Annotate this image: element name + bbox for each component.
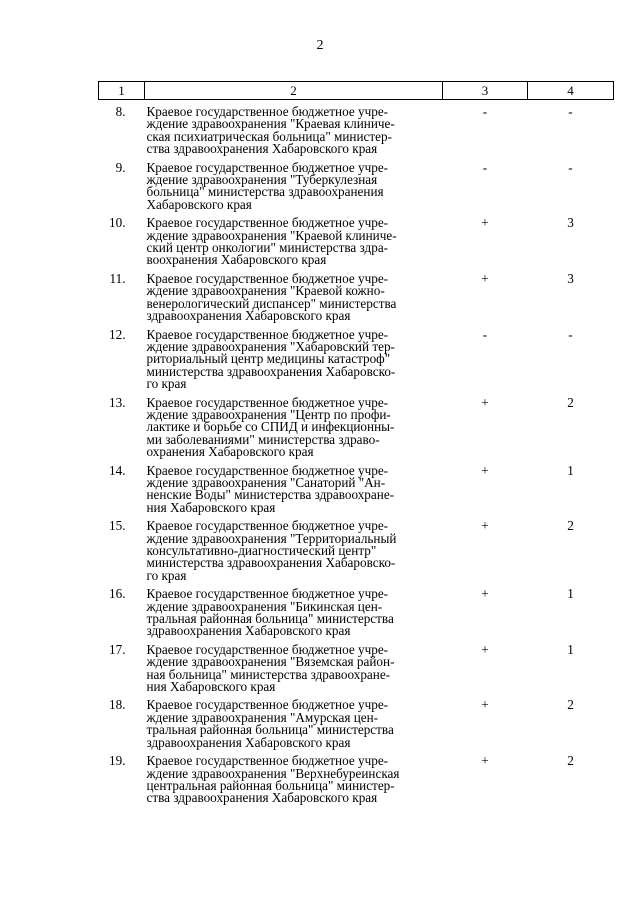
institution-name-line: ждение здравоохранения "Верхнебуреинская <box>146 765 400 781</box>
institution-name-line: ский центр онкологии" министерства здра- <box>146 240 389 256</box>
column-4-value: 1 <box>567 462 574 478</box>
column-4-value: 1 <box>567 641 574 657</box>
table-row <box>99 273 614 329</box>
table-header <box>99 82 614 100</box>
column-4-value: 1 <box>567 586 574 602</box>
table-row <box>99 755 614 811</box>
table-row <box>99 699 614 755</box>
institution-name-line: Краевое государственное бюджетное учре- <box>146 697 389 713</box>
row-number: 8. <box>115 104 126 119</box>
column-3-value: + <box>481 518 489 534</box>
institution-name-line: Краевое государственное бюджетное учре- <box>146 462 389 478</box>
institution-name-line: министерства здравоохранения Хабаровско- <box>146 363 396 379</box>
column-3-value: + <box>481 586 489 602</box>
institution-name-line: здравоохранения Хабаровского края <box>146 308 351 324</box>
column-4-value: 3 <box>567 215 574 231</box>
institution-name-line: ждение здравоохранения "Краевой кожно- <box>146 283 385 299</box>
institution-name-line: тральная районная больница" министерства <box>146 611 394 627</box>
institution-name-line: ждение здравоохранения "Туберкулезная <box>146 172 378 188</box>
row-number: 10. <box>109 215 126 231</box>
table-row <box>99 644 614 700</box>
institution-name-line: консультативно-диагностический центр" <box>146 543 377 558</box>
institution-name-line: Краевое государственное бюджетное учре- <box>146 753 389 769</box>
institution-name <box>145 326 443 397</box>
table-header-row <box>99 82 614 100</box>
table-row <box>99 465 614 521</box>
institution-name-line: ния Хабаровского края <box>146 679 276 695</box>
institution-name-line: здравоохранения Хабаровского края <box>146 734 351 750</box>
institution-name-line: ждение здравоохранения "Бикинская цен- <box>146 598 383 614</box>
institution-name-line: ждение здравоохранения "Хабаровский тер- <box>146 338 395 354</box>
row-number: 19. <box>109 753 126 769</box>
institution-name-line: Краевое государственное бюджетное учре- <box>146 159 389 175</box>
column-3-value: + <box>481 641 489 657</box>
institution-name-line: ная больница" министерства здравоохране- <box>146 666 391 682</box>
table-row <box>99 329 614 397</box>
institutions-table <box>98 81 614 811</box>
column-3-value: - <box>482 159 488 175</box>
institution-name <box>145 100 443 162</box>
institution-name-line: ждение здравоохранения "Территориальный <box>146 530 397 546</box>
column-4-value: 3 <box>567 270 574 286</box>
institution-name-line: охранения Хабаровского края <box>146 444 314 460</box>
institution-name-line: ская психиатрическая больница" министер- <box>146 128 392 144</box>
institution-name-line: го края <box>146 376 187 392</box>
column-4-value: 2 <box>567 697 574 713</box>
row-number: 15. <box>109 518 126 534</box>
row-number: 12. <box>109 326 126 342</box>
header-col-4: 4 <box>528 82 614 100</box>
institution-name-line: министерства здравоохранения Хабаровско- <box>146 555 396 571</box>
institution-name <box>145 699 443 755</box>
institution-name-line: Краевое государственное бюджетное учре- <box>146 326 389 342</box>
institution-name-line: ми заболеваниями" министерства здраво- <box>146 431 380 447</box>
institution-name-line: ненские Воды" министерства здравоохране- <box>146 487 395 503</box>
institution-name-line: Краевое государственное бюджетное учре- <box>146 104 389 119</box>
table-body <box>99 100 614 811</box>
column-4-value: 2 <box>567 518 574 534</box>
institution-name-line: Краевое государственное бюджетное учре- <box>146 641 389 657</box>
table-row <box>99 397 614 465</box>
institution-name-line: венерологический диспансер" министерства <box>146 295 397 311</box>
institution-name-line: ждение здравоохранения "Центр по профи- <box>146 406 391 422</box>
institution-name <box>145 755 443 811</box>
institution-name-line: ства здравоохранения Хабаровского края <box>146 790 378 806</box>
institution-name-line: ждение здравоохранения "Амурская цен- <box>146 709 379 725</box>
row-number: 14. <box>109 462 126 478</box>
column-3-value: + <box>481 462 489 478</box>
institution-name <box>145 270 443 329</box>
column-3-value: + <box>481 270 489 286</box>
institution-name-line: го края <box>146 567 187 583</box>
institution-name-line: центральная районная больница" министер- <box>146 777 395 793</box>
column-4-value: - <box>568 104 573 119</box>
column-3-value: + <box>481 394 489 410</box>
institution-name-line: Краевое государственное бюджетное учре- <box>146 394 389 410</box>
column-3-value: + <box>481 753 489 769</box>
table-row <box>99 217 614 273</box>
column-4-value: - <box>568 159 573 175</box>
institution-name-line: Краевое государственное бюджетное учре- <box>146 270 389 286</box>
row-number: 16. <box>109 586 126 602</box>
table-row <box>99 520 614 588</box>
header-col-3: 3 <box>443 82 528 100</box>
table-row <box>99 100 614 162</box>
institution-name-line: риториальный центр медицины катастроф" <box>146 351 391 367</box>
institution-name <box>145 159 443 218</box>
page-number: 2 <box>316 38 324 53</box>
institution-name-line: лактике и борьбе со СПИД и инфекционны- <box>146 419 395 435</box>
row-number: 9. <box>115 159 126 175</box>
institution-name-line: Краевое государственное бюджетное учре- <box>146 215 389 231</box>
column-4-value: 2 <box>567 394 574 410</box>
institution-name-line: здравоохранения Хабаровского края <box>146 623 351 639</box>
header-col-1: 1 <box>99 82 145 100</box>
institution-name <box>145 520 443 588</box>
institution-name-line: Хабаровского края <box>146 196 252 212</box>
institution-name-line: воохранения Хабаровского края <box>146 252 327 268</box>
institution-name-line: ства здравоохранения Хабаровского края <box>146 141 378 157</box>
table-row <box>99 162 614 218</box>
table-row <box>99 588 614 644</box>
institution-name-line: ждение здравоохранения "Краевой клиниче- <box>146 227 397 243</box>
column-3-value: - <box>482 104 488 119</box>
institution-name <box>145 394 443 465</box>
institution-name-line: Краевое государственное бюджетное учре- <box>146 518 389 534</box>
row-number: 18. <box>109 697 126 713</box>
row-number: 11. <box>109 270 126 286</box>
row-number: 17. <box>109 641 126 657</box>
institution-name-line: больница" министерства здравоохранения <box>146 184 384 200</box>
institution-name <box>145 641 443 700</box>
row-number: 13. <box>109 394 126 410</box>
header-col-2: 2 <box>145 82 443 100</box>
institution-name-line: Краевое государственное бюджетное учре- <box>146 586 389 602</box>
institution-name-line: тральная районная больница" министерства <box>146 722 394 738</box>
column-3-value: - <box>482 326 488 342</box>
column-4-value: - <box>568 326 573 342</box>
institution-name-line: ния Хабаровского края <box>146 499 276 515</box>
institution-name <box>145 217 443 273</box>
column-3-value: + <box>481 215 489 231</box>
institution-name-line: ждение здравоохранения "Краевая клиниче- <box>146 116 395 132</box>
column-3-value: + <box>481 697 489 713</box>
institution-name-line: ждение здравоохранения "Санаторий "Ан- <box>146 474 386 490</box>
institution-name-line: ждение здравоохранения "Вяземская район- <box>146 654 395 670</box>
institution-name <box>145 462 443 521</box>
institution-name <box>145 588 443 644</box>
column-4-value: 2 <box>567 753 574 769</box>
